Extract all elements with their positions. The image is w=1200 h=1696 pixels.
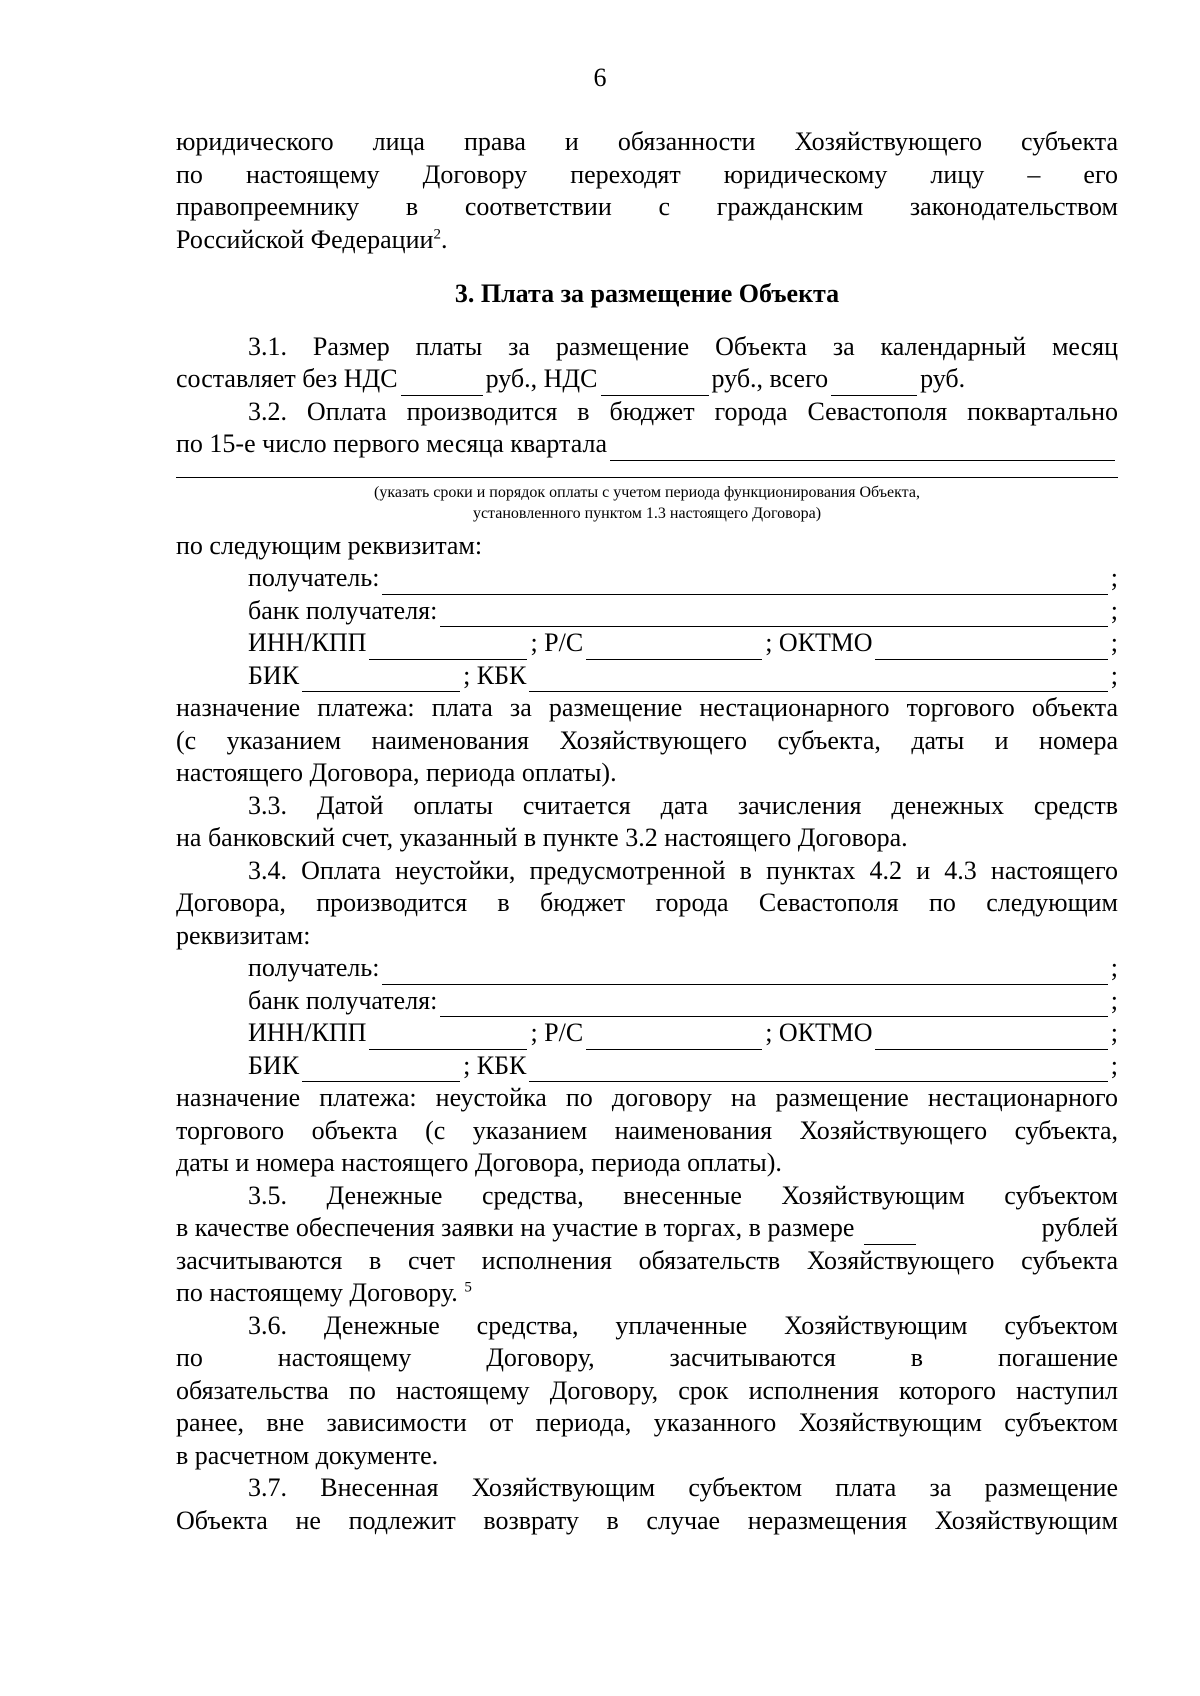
req1-bik-label: БИК [248,660,300,690]
req2-kbk-label: ; КБК [463,1050,527,1080]
payment-terms-note-line-1: (указать сроки и порядок оплаты с учетом периода функционирования Объекта, [374,483,920,501]
req2-oktmo-semicolon: ; [1110,1018,1118,1047]
req2-bank-label: банк получателя: [248,985,438,1015]
req1-inn-blank[interactable] [369,637,527,660]
clause-3-5-line-1: 3.5. Денежные средства, внесенные Хозяйствующим субъектом [248,1180,1118,1210]
intro-line-4 [176,224,1118,257]
req2-recipient-row [176,952,1118,985]
clause-3-1-text-c: руб., всего [711,364,829,393]
clause-3-1-text-b: руб., НДС [485,364,598,393]
req1-bik-blank[interactable] [302,669,460,692]
req2-rs-label: ; Р/С [530,1018,584,1047]
intro-line-4-end: . [440,224,448,254]
page-number: 6 [593,63,607,92]
req2-recipient-blank[interactable] [382,962,1107,985]
clause-3-4-line-2: Договора, производится в бюджет города Севастополя по следующим [176,888,1118,917]
intro-line-3: правопреемнику в соответствии с гражданским законодательством [176,192,1118,221]
req2-inn-label: ИНН/КПП [248,1018,367,1047]
clause-3-1-text-d: руб. [920,364,966,393]
req1-inn-row [176,627,1118,660]
clause-3-2-line-1: 3.2. Оплата производится в бюджет города Севастополя поквартально [248,396,1118,426]
clause-3-5-line-3: засчитываются в счет исполнения обязательств Хозяйствующего субъекта [176,1245,1118,1275]
clause-3-1-line-2 [176,363,1118,396]
req2-inn-row [176,1017,1118,1050]
req2-rs-blank[interactable] [586,1027,762,1050]
clause-3-5-line-2 [176,1212,1118,1245]
clause-3-3-line-1: 3.3. Датой оплаты считается дата зачисления денежных средств [248,790,1118,820]
req1-bank-row [176,595,1118,628]
req2-recipient-label: получатель: [248,953,380,982]
req2-bik-row [176,1050,1118,1083]
clause-3-6-line-4: ранее, вне зависимости от периода, указанного Хозяйствующим субъектом [176,1408,1118,1437]
clause-3-5-text-a: в качестве обеспечения заявки на участие в торгах, в размере [176,1213,855,1242]
req2-bik-blank[interactable] [302,1059,460,1082]
purpose1-line-2: (с указанием наименования Хозяйствующего субъекта, даты и номера [176,725,1118,755]
clause-3-7-line-2: Объекта не подлежит возврату в случае неразмещения Хозяйствующим [176,1505,1118,1535]
clause-3-6-line-5: в расчетном документе. [176,1440,439,1470]
clause-3-5-line-4 [176,1277,1118,1310]
req1-recipient-row [176,562,1118,595]
footnote-ref-2: 2 [433,225,441,242]
intro-line-2: по настоящему Договору переходят юридическому лицу – его [176,159,1118,189]
by-requisites-text: по следующим реквизитам: [176,530,483,560]
req2-bank-semicolon: ; [1110,985,1118,1015]
req2-bank-row [176,985,1118,1018]
clause-3-1-text-a: составляет без НДС [176,364,398,393]
req2-bik-label: БИК [248,1050,300,1080]
purpose2-line-2: торгового объекта (с указанием наименования Хозяйствующего субъекта, [176,1115,1118,1145]
req2-kbk-semicolon: ; [1110,1050,1118,1080]
req1-inn-label: ИНН/КПП [248,628,367,657]
req2-oktmo-label: ; ОКТМО [765,1018,873,1047]
total-amount-blank[interactable] [831,373,917,396]
clause-3-4-line-3: реквизитам: [176,920,311,950]
req1-oktmo-semicolon: ; [1110,628,1118,657]
clause-3-6-line-2: по настоящему Договору, засчитываются в погашение [176,1343,1118,1372]
req1-bank-blank[interactable] [440,604,1107,627]
req1-oktmo-label: ; ОКТМО [765,628,873,657]
document-body [176,126,1118,1537]
req1-oktmo-blank[interactable] [875,637,1107,660]
clause-3-4-line-1: 3.4. Оплата неустойки, предусмотренной в пунктах 4.2 и 4.3 настоящего [248,855,1118,885]
clause-3-5-text-b: рублей [1041,1213,1118,1242]
req1-bik-row [176,660,1118,693]
req1-rs-label: ; Р/С [530,628,584,657]
req1-kbk-semicolon: ; [1110,660,1118,690]
clause-3-7-line-1: 3.7. Внесенная Хозяйствующим субъектом плата за размещение [248,1473,1118,1502]
clause-3-5-line-4-text: по настоящему Договору. [176,1278,458,1307]
purpose1-line-3: настоящего Договора, периода оплаты). [176,758,617,787]
section-title: 3. Плата за размещение Объекта [454,279,840,308]
req1-rs-blank[interactable] [586,637,762,660]
clause-3-6-line-1: 3.6. Денежные средства, уплаченные Хозяйствующим субъектом [248,1310,1118,1340]
req2-inn-blank[interactable] [369,1027,527,1050]
deposit-amount-blank[interactable] [864,1222,916,1245]
req2-recipient-semicolon: ; [1110,953,1118,982]
req1-kbk-label: ; КБК [463,660,527,690]
req2-kbk-blank[interactable] [529,1059,1107,1082]
req2-bank-blank[interactable] [440,994,1107,1017]
intro-line-1: юридического лица права и обязанности Хозяйствующего субъекта [176,127,1118,156]
req1-recipient-blank[interactable] [382,572,1107,595]
purpose2-line-3: даты и номера настоящего Договора, периода оплаты). [176,1148,782,1177]
req1-bank-label: банк получателя: [248,595,438,625]
clause-3-6-line-3: обязательства по настоящему Договору, срок исполнения которого наступил [176,1375,1118,1405]
payment-terms-blank[interactable] [610,438,1115,461]
req1-bank-semicolon: ; [1110,595,1118,625]
req1-recipient-label: получатель: [248,563,380,592]
payment-terms-blank-line-2[interactable] [176,463,1118,478]
footnote-ref-5: 5 [464,1279,472,1296]
payment-terms-note [176,482,1118,524]
payment-terms-note-line-2: установленного пунктом 1.3 настоящего Договора) [472,504,822,522]
clause-3-1-line-1: 3.1. Размер платы за размещение Объекта за календарный месяц [248,331,1118,361]
purpose2-line-1: назначение платежа: неустойка по договору на размещение нестационарного [176,1083,1118,1112]
no-vat-amount-blank[interactable] [401,373,483,396]
purpose1-line-1: назначение платежа: плата за размещение нестационарного торгового объекта [176,693,1118,722]
vat-amount-blank[interactable] [601,373,709,396]
clause-3-2-text: по 15-е число первого месяца квартала [176,429,608,458]
req1-kbk-blank[interactable] [529,669,1107,692]
req1-recipient-semicolon: ; [1110,563,1118,592]
clause-3-3-line-2: на банковский счет, указанный в пункте 3.2 настоящего Договора. [176,823,908,852]
clause-3-2-line-2 [176,428,1118,461]
req2-oktmo-blank[interactable] [875,1027,1107,1050]
intro-line-4-text: Российской Федерации [176,224,434,254]
